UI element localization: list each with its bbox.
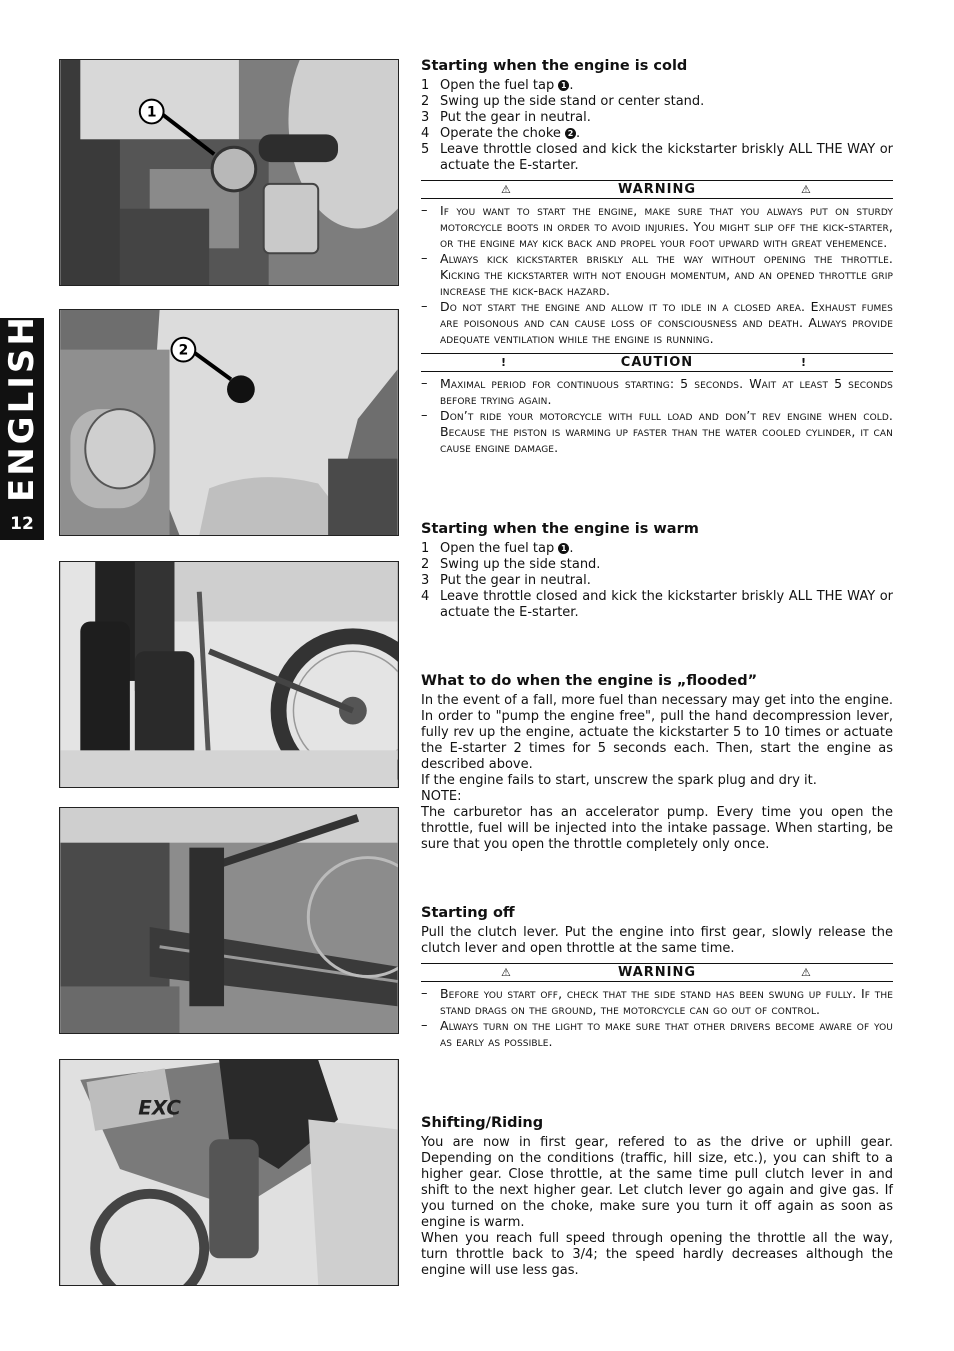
- shifting-paragraph: You are now in first gear, refered to as the drive or uphill gear. Depending on the conditions (traffic, hill size, etc.), you can shift to a higher gear. Close throttle, at the same time pull clutch lever in and shift to the next higher gear. Let clutch lever go again and give gas. If you turned on the choke, make sure you turn it off again as soon as engine is warm.: [421, 1135, 893, 1230]
- riding-image: [60, 1060, 398, 1285]
- photo-kickstarter: [59, 561, 399, 788]
- starting-off-text: Pull the clutch lever. Put the engine into first gear, slowly release the clutch lever and open throttle at the same time.: [421, 925, 893, 956]
- page-number: 12: [10, 514, 34, 534]
- callout-badge: 2: [565, 128, 576, 139]
- warning-triangle-icon: ⚠: [801, 966, 811, 979]
- cold-steps: [421, 78, 893, 174]
- section-title: Shifting/Riding: [421, 1115, 544, 1131]
- list-item: 3 Put the gear in neutral.: [421, 110, 591, 125]
- list-item: – Don’t ride your motorcycle with full load and don’t rev engine when cold. Because the piston is warming up faster than the water cooled cylinder, it can cause engine damage.: [421, 408, 893, 455]
- list-item: – Always turn on the light to make sure that other drivers become aware of you as early as possible.: [421, 1018, 893, 1049]
- section-title: Starting off: [421, 905, 515, 921]
- list-item: 4 Leave throttle closed and kick the kickstarter briskly ALL THE WAY or actuate the E-starter.: [421, 589, 893, 620]
- warning-triangle-icon: ⚠: [801, 183, 811, 196]
- list-item: 2 Swing up the side stand.: [421, 557, 601, 572]
- list-item: – Do not start the engine and allow it to idle in a closed area. Exhaust fumes are poisonous and can cause loss of consciousness and death. Always provide adequate ventilation while the engine is running.: [421, 299, 893, 346]
- list-item: 2 Swing up the side stand or center stand.: [421, 94, 705, 109]
- photo-riding: [59, 1059, 399, 1286]
- side-stand-image: [60, 808, 398, 1033]
- list-item: 1 Open the fuel tap 1 .: [421, 78, 574, 93]
- photo-callout: 1: [146, 104, 157, 121]
- photo-callout: 2: [178, 342, 189, 359]
- section-title: Starting when the engine is warm: [421, 521, 699, 537]
- exclamation-icon: !: [501, 356, 507, 369]
- section-title: Starting when the engine is cold: [421, 58, 688, 74]
- photo-choke: [59, 309, 399, 536]
- list-item: – Before you start off, check that the side stand has been swung up fully. If the stand drags on the ground, the motorcycle can go out of control.: [421, 986, 893, 1017]
- note-text: The carburetor has an accelerator pump. Every time you open the throttle, fuel will be injected into the intake passage. When starting, be sure that you open the throttle completely only once.: [421, 805, 893, 852]
- section-title: What to do when the engine is „flooded”: [421, 673, 758, 689]
- warning-list: [421, 203, 893, 347]
- section-cold-start: [421, 58, 893, 456]
- list-item: 3 Put the gear in neutral.: [421, 573, 591, 588]
- list-item: – If you want to start the engine, make sure that you always put on sturdy motorcycle boots in order to avoid injuries. You might slip off the kick-starter, or the engine may kick back and propel your foot upward with great vehemence.: [421, 203, 893, 250]
- warning-triangle-icon: ⚠: [501, 966, 511, 979]
- photo-fuel-tap: [59, 59, 399, 286]
- flooded-paragraph: In the event of a fall, more fuel than necessary may get into the engine. In order to "pump the engine free", pull the hand decompression lever, fully rev up the engine, actuate the kickstarter 5 to 10 times or actuate the E-starter 2 times for 5 seconds each. Then, start the engine as described above.: [421, 693, 893, 772]
- callout-badge: 1: [558, 80, 569, 91]
- flooded-paragraph: If the engine fails to start, unscrew the spark plug and dry it.: [421, 773, 817, 788]
- warm-steps: [421, 541, 893, 621]
- section-flooded: [421, 673, 893, 853]
- language-label: ENGLISH: [2, 314, 42, 502]
- warning-header: ⚠ WARNING ⚠: [421, 963, 893, 982]
- note-label: NOTE:: [421, 789, 462, 804]
- list-item: – Always kick kickstarter briskly all the way without opening the throttle. Kicking the kickstarter with not enough momentum, and an opened throttle grip increase the kick-back hazard.: [421, 251, 893, 298]
- kickstarter-image: [60, 562, 398, 787]
- language-tab: [0, 314, 44, 540]
- list-item: 1 Open the fuel tap 1 .: [421, 541, 574, 556]
- callout-badge: 1: [558, 543, 569, 554]
- list-item: 5 Leave throttle closed and kick the kickstarter briskly ALL THE WAY or actuate the E-starter.: [421, 142, 893, 173]
- fuel-tap-image: [60, 60, 398, 285]
- list-item: – Maximal period for continuous starting: 5 seconds. Wait at least 5 seconds before trying again.: [421, 376, 893, 407]
- warning-list: [421, 986, 893, 1050]
- photo-side-stand: [59, 807, 399, 1034]
- list-item: 4 Operate the choke 2 .: [421, 126, 581, 141]
- photo-logo-text: EXC: [138, 1096, 181, 1120]
- section-shifting: [421, 1115, 893, 1279]
- shifting-paragraph: When you reach full speed through opening the throttle all the way, turn throttle back to 3/4; the speed hardly decreases although the engine will use less gas.: [421, 1231, 893, 1278]
- section-warm-start: [421, 521, 893, 621]
- warning-header: ⚠ WARNING ⚠: [421, 180, 893, 199]
- choke-image: [60, 310, 398, 535]
- caution-header: ! CAUTION !: [421, 353, 893, 372]
- caution-list: [421, 376, 893, 456]
- warning-triangle-icon: ⚠: [501, 183, 511, 196]
- exclamation-icon: !: [801, 356, 807, 369]
- section-starting-off: [421, 905, 893, 1050]
